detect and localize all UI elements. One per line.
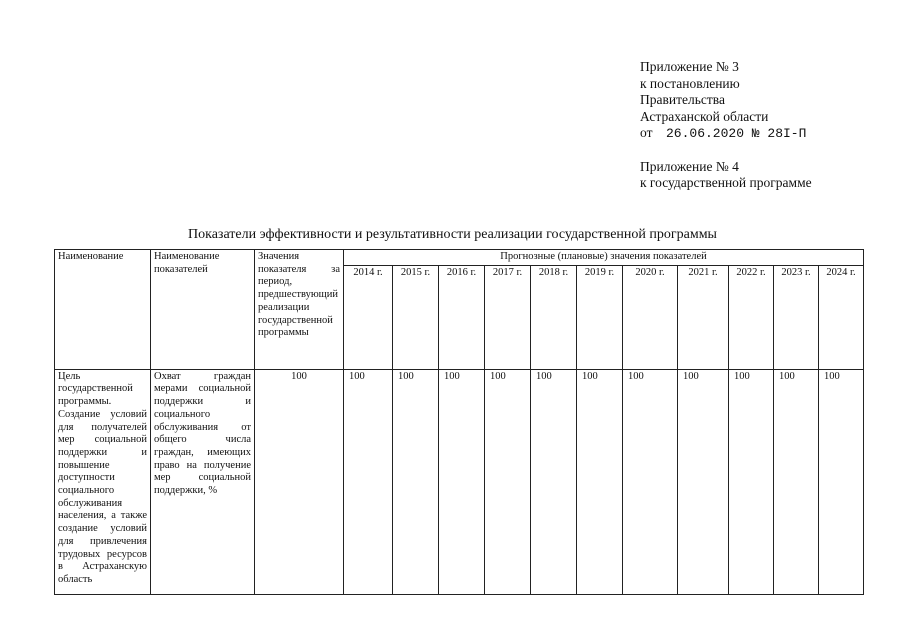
value-cell: 100 <box>678 369 729 594</box>
value-cell: 100 <box>774 369 819 594</box>
value-cell: 100 <box>485 369 531 594</box>
year-cell: 2016 г. <box>439 265 485 369</box>
value-cell: 100 <box>623 369 678 594</box>
document-title: Показатели эффективности и результативности реализации государственной программы <box>188 227 717 242</box>
appendix4-label: Приложение № 4 <box>640 158 739 174</box>
prev-value-cell: 100 <box>255 369 344 594</box>
header-forecast-cell: Прогнозные (плановые) значения показателей <box>344 250 864 266</box>
goal-cell: Цель государственной программы. Создание условий для получателей мер социальной поддержки и повышение доступности социального обслуживания населения, а также создание условий для привлечения трудовых ресурсов в Астраханскую область <box>55 369 151 594</box>
value-cell: 100 <box>439 369 485 594</box>
value-cell: 100 <box>729 369 774 594</box>
year-cell: 2017 г. <box>485 265 531 369</box>
year-cell: 2022 г. <box>729 265 774 369</box>
year-cell: 2020 г. <box>623 265 678 369</box>
date-number-stamp: 26.06.2020 № 28I-П <box>665 126 807 141</box>
to-resolution-label: к постановлению <box>640 75 740 91</box>
indicators-table <box>54 249 864 595</box>
from-label: от <box>640 125 653 140</box>
region-label: Астраханской области <box>640 108 769 124</box>
value-cell: 100 <box>344 369 393 594</box>
value-cell: 100 <box>819 369 864 594</box>
year-cell: 2024 г. <box>819 265 864 369</box>
year-cell: 2019 г. <box>577 265 623 369</box>
value-cell: 100 <box>577 369 623 594</box>
year-cell: 2023 г. <box>774 265 819 369</box>
year-cell: 2018 г. <box>531 265 577 369</box>
year-cell: 2015 г. <box>393 265 439 369</box>
appendix3-label: Приложение № 3 <box>640 59 739 74</box>
indicator-cell: Охват граждан мерами социальной поддержки и социального обслуживания от общего числа граждан, имеющих право на получение мер социальной поддержки, % <box>151 369 255 594</box>
header-prev-value-cell: Значения показателя за период, предшествующий реализации государственной программы <box>255 250 344 370</box>
to-program-label: к государственной программе <box>640 175 812 190</box>
header-block <box>640 59 880 192</box>
table-row <box>55 369 864 594</box>
government-label: Правительства <box>640 92 725 107</box>
date-line <box>640 125 880 143</box>
header-indicators-cell: Наименование показателей <box>151 250 255 370</box>
header-name-cell: Наименование <box>55 250 151 370</box>
value-cell: 100 <box>393 369 439 594</box>
year-cell: 2021 г. <box>678 265 729 369</box>
value-cell: 100 <box>531 369 577 594</box>
year-cell: 2014 г. <box>344 265 393 369</box>
